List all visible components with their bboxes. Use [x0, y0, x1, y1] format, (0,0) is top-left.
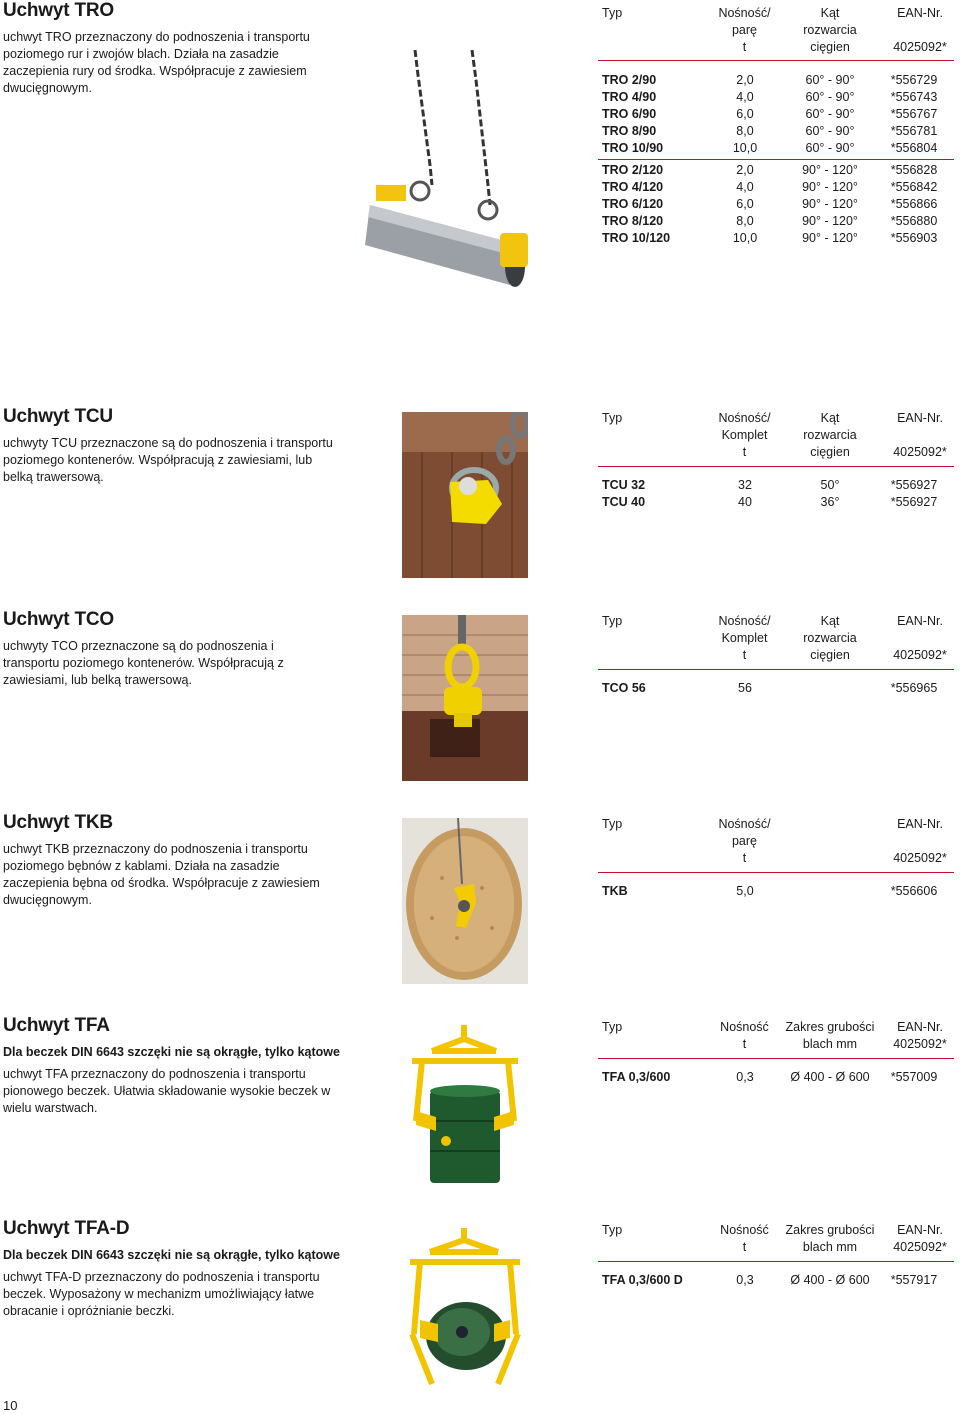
tkb-header-rule [598, 872, 954, 873]
cell-angle: 90° - 120° [802, 197, 858, 211]
tfa-title: Uchwyt TFA [3, 1015, 110, 1036]
cell-load: 10,0 [732, 141, 758, 155]
tco-product-photo [402, 615, 528, 781]
header-load-3: t [742, 445, 747, 459]
tcu-header-rule [598, 466, 954, 467]
header-load-2: parę [731, 834, 758, 848]
cell-angle: 50° [820, 478, 840, 492]
header-range-1: Zakres grubości [785, 1223, 875, 1237]
table-row [602, 179, 960, 196]
header-angle-2: rozwarcia [803, 631, 857, 645]
cell-typ: TRO 6/90 [602, 107, 657, 121]
table-row [602, 680, 960, 697]
tfa-product-photo [402, 1021, 528, 1187]
tro-title: Uchwyt TRO [3, 0, 114, 21]
table-row [602, 213, 960, 230]
tcu-table-header [602, 410, 960, 470]
header-load-2: parę [731, 23, 758, 37]
cell-load: 2,0 [736, 73, 754, 87]
cell-load: 8,0 [736, 124, 754, 138]
header-range-2: blach mm [802, 1037, 858, 1051]
cell-ean: *556842 [890, 180, 938, 194]
cell-load: 40 [738, 495, 752, 509]
cell-ean: *556781 [890, 124, 938, 138]
tkb-product-photo [402, 818, 528, 984]
tco-title: Uchwyt TCO [3, 609, 114, 630]
cell-ean: *556828 [890, 163, 938, 177]
tcu-description: uchwyty TCU przeznaczone są do podnoszenia i transportu poziomego kontenerów. Współpracują z zawiesiami, lub belką trawersową. [3, 436, 333, 484]
tkb-table-header [602, 816, 960, 876]
table-row [602, 477, 960, 494]
cell-load: 4,0 [736, 90, 754, 104]
cell-load: 6,0 [736, 107, 754, 121]
cell-ean: *556767 [890, 107, 938, 121]
header-angle-3: cięgien [810, 445, 850, 459]
table-row [602, 1272, 960, 1289]
cell-angle: 90° - 120° [802, 214, 858, 228]
tfad-subtitle: Dla beczek DIN 6643 szczęki nie są okrągłe, tylko kątowe [3, 1248, 340, 1262]
table-row [602, 883, 960, 900]
tcu-product-photo [402, 412, 528, 578]
cell-typ: TRO 4/120 [602, 180, 664, 194]
header-load-1: Nośność [720, 1020, 769, 1034]
header-ean-2: 4025092* [893, 1037, 947, 1051]
header-load-3: t [742, 40, 747, 54]
table-row [602, 140, 960, 157]
page-number: 10 [3, 1398, 18, 1413]
header-angle-1: Kąt [820, 614, 840, 628]
header-ean-1: EAN-Nr. [897, 1223, 943, 1237]
tfad-product-photo [402, 1224, 528, 1390]
header-ean-2: 4025092* [893, 1240, 947, 1254]
tcu-title: Uchwyt TCU [3, 406, 113, 427]
header-ean-1: EAN-Nr. [897, 411, 943, 425]
header-typ: Typ [602, 6, 623, 20]
header-load-2: t [742, 1037, 747, 1051]
header-load-2: Komplet [721, 428, 768, 442]
cell-ean: *556743 [890, 90, 938, 104]
cell-typ: TCU 40 [602, 495, 646, 509]
header-range-2: blach mm [802, 1240, 858, 1254]
header-angle-3: cięgien [810, 648, 850, 662]
cell-angle: 36° [820, 495, 840, 509]
header-typ: Typ [602, 1223, 623, 1237]
tco-table-header [602, 613, 960, 673]
tkb-title: Uchwyt TKB [3, 812, 113, 833]
header-angle-1: Kąt [820, 6, 840, 20]
tro-group-rule [598, 159, 954, 160]
cell-angle: 60° - 90° [805, 107, 855, 121]
cell-angle: 90° - 120° [802, 180, 858, 194]
tro-table-header [602, 5, 960, 65]
tro-header-rule [598, 60, 954, 61]
cell-load: 4,0 [736, 180, 754, 194]
cell-typ: TRO 6/120 [602, 197, 664, 211]
table-row [602, 106, 960, 123]
header-typ: Typ [602, 1020, 623, 1034]
table-row [602, 230, 960, 247]
cell-range: Ø 400 - Ø 600 [790, 1273, 870, 1287]
cell-typ: TRO 2/90 [602, 73, 657, 87]
header-angle-1: Kąt [820, 411, 840, 425]
tco-header-rule [598, 669, 954, 670]
cell-typ: TFA 0,3/600 [602, 1070, 671, 1084]
table-row [602, 123, 960, 140]
header-angle-2: rozwarcia [803, 23, 857, 37]
header-range-1: Zakres grubości [785, 1020, 875, 1034]
header-load-1: Nośność [720, 1223, 769, 1237]
cell-typ: TCO 56 [602, 681, 646, 695]
header-ean-2: 4025092* [893, 851, 947, 865]
cell-range: Ø 400 - Ø 600 [790, 1070, 870, 1084]
tfa-header-rule [598, 1058, 954, 1059]
cell-ean: *556927 [890, 478, 938, 492]
header-load-3: t [742, 648, 747, 662]
tro-product-photo [360, 45, 560, 295]
tfad-title: Uchwyt TFA-D [3, 1218, 130, 1239]
cell-angle: 90° - 120° [802, 163, 858, 177]
tfa-description: uchwyt TFA przeznaczony do podnoszenia i transportu pionowego beczek. Ułatwia składowanie wysokie beczek w wielu warstwach. [3, 1067, 331, 1115]
cell-angle: 60° - 90° [805, 73, 855, 87]
header-ean-1: EAN-Nr. [897, 614, 943, 628]
cell-load: 2,0 [736, 163, 754, 177]
table-row [602, 162, 960, 179]
cell-load: 0,3 [736, 1070, 754, 1084]
cell-ean: *556606 [890, 884, 938, 898]
table-row [602, 89, 960, 106]
cell-ean: *557917 [890, 1273, 938, 1287]
cell-load: 56 [738, 681, 752, 695]
cell-typ: TRO 10/120 [602, 231, 671, 245]
cell-typ: TRO 10/90 [602, 141, 664, 155]
header-angle-3: cięgien [810, 40, 850, 54]
cell-typ: TRO 8/120 [602, 214, 664, 228]
tfad-header-rule [598, 1261, 954, 1262]
cell-typ: TFA 0,3/600 D [602, 1273, 683, 1287]
header-ean-1: EAN-Nr. [897, 817, 943, 831]
header-ean-2: 4025092* [893, 648, 947, 662]
tfad-description: uchwyt TFA-D przeznaczony do podnoszenia i transportu beczek. Wyposażony w mechanizm umożliwiający łatwe obracanie i opróżnianie beczki. [3, 1270, 320, 1318]
cell-ean: *557009 [890, 1070, 938, 1084]
header-typ: Typ [602, 411, 623, 425]
header-typ: Typ [602, 817, 623, 831]
cell-load: 32 [738, 478, 752, 492]
cell-load: 8,0 [736, 214, 754, 228]
header-load-3: t [742, 851, 747, 865]
cell-ean: *556927 [890, 495, 938, 509]
tco-description: uchwyty TCO przeznaczone są do podnoszenia i transportu poziomego kontenerów. Współpracują z zawiesiami, lub belką trawersową. [3, 639, 284, 687]
cell-typ: TRO 4/90 [602, 90, 657, 104]
cell-typ: TRO 8/90 [602, 124, 657, 138]
cell-typ: TCU 32 [602, 478, 646, 492]
cell-typ: TKB [602, 884, 628, 898]
header-load-2: Komplet [721, 631, 768, 645]
cell-angle: 60° - 90° [805, 141, 855, 155]
cell-ean: *556804 [890, 141, 938, 155]
tro-description: uchwyt TRO przeznaczony do podnoszenia i transportu poziomego rur i zwojów blach. Działa na zasadzie zaczepienia rury od środka. Współpracuje z zawiesiem dwucięgnowym. [3, 30, 310, 95]
table-row [602, 494, 960, 511]
header-ean-1: EAN-Nr. [897, 6, 943, 20]
table-row [602, 1069, 960, 1086]
header-ean-2: 4025092* [893, 40, 947, 54]
cell-typ: TRO 2/120 [602, 163, 664, 177]
cell-ean: *556729 [890, 73, 938, 87]
tkb-description: uchwyt TKB przeznaczony do podnoszenia i transportu poziomego bębnów z kablami. Działa na zasadzie zaczepienia bębna od środka. Współpracuje z zawiesiem dwucięgnowym. [3, 842, 320, 907]
cell-ean: *556866 [890, 197, 938, 211]
header-load-1: Nośność/ [718, 614, 771, 628]
header-load-1: Nośność/ [718, 817, 771, 831]
cell-load: 5,0 [736, 884, 754, 898]
table-row [602, 72, 960, 89]
header-load-2: t [742, 1240, 747, 1254]
cell-load: 6,0 [736, 197, 754, 211]
header-load-1: Nośność/ [718, 411, 771, 425]
cell-angle: 90° - 120° [802, 231, 858, 245]
cell-angle: 60° - 90° [805, 90, 855, 104]
header-angle-2: rozwarcia [803, 428, 857, 442]
cell-load: 10,0 [732, 231, 758, 245]
cell-angle: 60° - 90° [805, 124, 855, 138]
tfa-subtitle: Dla beczek DIN 6643 szczęki nie są okrągłe, tylko kątowe [3, 1045, 340, 1059]
cell-ean: *556903 [890, 231, 938, 245]
header-load-1: Nośność/ [718, 6, 771, 20]
cell-load: 0,3 [736, 1273, 754, 1287]
header-ean-1: EAN-Nr. [897, 1020, 943, 1034]
header-typ: Typ [602, 614, 623, 628]
cell-ean: *556880 [890, 214, 938, 228]
table-row [602, 196, 960, 213]
cell-ean: *556965 [890, 681, 938, 695]
header-ean-2: 4025092* [893, 445, 947, 459]
